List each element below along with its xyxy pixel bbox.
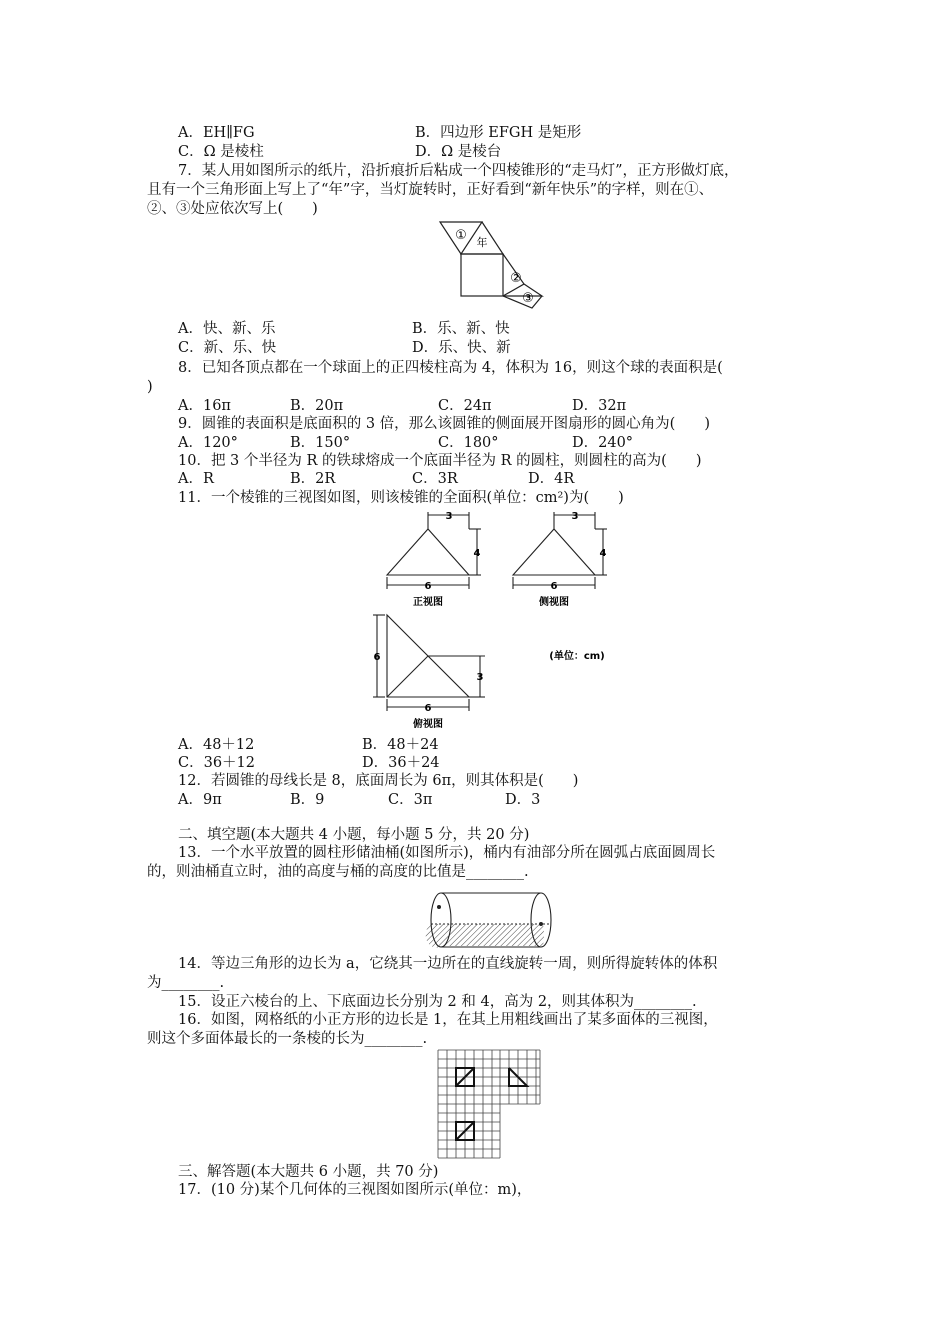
- q7-label-nian: 年: [476, 236, 488, 249]
- q12-option-c: C．3π: [388, 792, 433, 808]
- q11-top-view-label: 俯视图: [413, 719, 443, 730]
- q11-top-dim-6-vertical: 6: [373, 652, 381, 663]
- q11-front-dim-4: 4: [473, 548, 481, 559]
- q7-option-a: A．快、新、乐: [178, 321, 276, 337]
- q11-side-dim-4: 4: [599, 548, 607, 559]
- q11-option-c: C．36＋12: [178, 755, 255, 771]
- q7-stem-line3: ②、③处应依次写上( ): [147, 201, 318, 217]
- q11-three-view-figure: [365, 505, 625, 735]
- q7-option-d: D．乐、快、新: [412, 340, 511, 356]
- q14-stem-line1: 14．等边三角形的边长为 a，它绕其一边所在的直线旋转一周，则所得旋转体的体积: [178, 956, 718, 972]
- q10-option-a: A．R: [178, 471, 214, 487]
- q8-stem-line1: 8．已知各顶点都在一个球面上的正四棱柱高为 4，体积为 16，则这个球的表面积是(: [178, 360, 723, 376]
- q11-option-d: D．36＋24: [362, 755, 440, 771]
- q11-side-view-label: 侧视图: [539, 597, 569, 608]
- q6-option-a: A．EH∥FG: [178, 125, 255, 141]
- q7-option-c: C．新、乐、快: [178, 340, 277, 356]
- q13-stem-line1: 13．一个水平放置的圆柱形储油桶(如图所示)，桶内有油部分所在圆弧占底面圆周长: [178, 845, 716, 861]
- q9-option-d: D．240°: [572, 435, 634, 451]
- q7-stem-line2: 且有一个三角形面上写上了“年”字，当灯旋转时，正好看到“新年快乐”的字样，则在①、: [147, 182, 714, 198]
- q8-stem-line2: ): [147, 379, 153, 395]
- q9-option-c: C．180°: [438, 435, 499, 451]
- q11-option-a: A．48＋12: [178, 737, 255, 753]
- q9-option-a: A．120°: [178, 435, 238, 451]
- q11-stem: 11．一个棱锥的三视图如图，则该棱锥的全面积(单位：cm²)为( ): [178, 490, 624, 506]
- q15-stem: 15．设正六棱台的上、下底面边长分别为 2 和 4，高为 2，则其体积为________.: [178, 994, 697, 1010]
- q11-option-b: B．48＋24: [362, 737, 439, 753]
- q8-option-c: C．24π: [438, 398, 492, 414]
- q17-stem: 17．(10 分)某个几何体的三视图如图所示(单位：m)，: [178, 1182, 532, 1198]
- q7-stem-line1: 7．某人用如图所示的纸片，沿折痕折后粘成一个四棱锥形的“走马灯”，正方形做灯底，: [178, 163, 739, 179]
- q10-option-b: B．2R: [290, 471, 336, 487]
- q12-stem: 12．若圆锥的母线长是 8，底面周长为 6π，则其体积是( ): [178, 773, 579, 789]
- q13-oil-barrel-figure: [425, 880, 555, 950]
- q8-option-a: A．16π: [178, 398, 231, 414]
- q16-grid-three-view-figure: [436, 1048, 546, 1160]
- q14-stem-line2: 为________.: [147, 975, 225, 991]
- q6-option-d: D．Ω 是棱台: [415, 144, 502, 160]
- q9-stem: 9．圆锥的表面积是底面积的 3 倍，那么该圆锥的侧面展开图扇形的圆心角为( ): [178, 416, 710, 432]
- q12-option-d: D．3: [505, 792, 541, 808]
- q6-option-c: C．Ω 是棱柱: [178, 144, 264, 160]
- section-3-heading: 三、解答题(本大题共 6 小题，共 70 分): [178, 1164, 439, 1180]
- q11-front-dim-3: 3: [445, 511, 453, 522]
- q11-front-view-label: 正视图: [413, 597, 443, 608]
- q8-option-b: B．20π: [290, 398, 344, 414]
- q16-stem-line1: 16．如图，网格纸的小正方形的边长是 1，在其上用粗线画出了某多面体的三视图，: [178, 1012, 718, 1028]
- section-2-heading: 二、填空题(本大题共 4 小题，每小题 5 分，共 20 分): [178, 827, 530, 843]
- q7-option-b: B．乐、新、快: [412, 321, 510, 337]
- q10-option-c: C．3R: [412, 471, 458, 487]
- q12-option-a: A．9π: [178, 792, 222, 808]
- q10-stem: 10．把 3 个半径为 R 的铁球熔成一个底面半径为 R 的圆柱，则圆柱的高为( ): [178, 453, 702, 469]
- q11-top-dim-6: 6: [424, 703, 432, 714]
- q13-stem-line2: 的，则油桶直立时，油的高度与桶的高度的比值是________.: [147, 864, 529, 880]
- q11-unit-label: (单位：cm): [549, 651, 605, 662]
- q16-stem-line2: 则这个多面体最长的一条棱的长为________.: [147, 1031, 428, 1047]
- q13-dot-right: [539, 922, 543, 926]
- q7-paper-net-figure: [430, 218, 560, 310]
- q7-label-circle1: ①: [455, 228, 467, 243]
- q11-side-dim-3: 3: [571, 511, 579, 522]
- q11-front-dim-6: 6: [424, 581, 432, 592]
- q8-option-d: D．32π: [572, 398, 627, 414]
- q11-top-dim-3: 3: [476, 672, 484, 683]
- q11-side-dim-6: 6: [550, 581, 558, 592]
- q12-option-b: B．9: [290, 792, 325, 808]
- q7-label-circle3: ③: [522, 291, 534, 306]
- q6-option-b: B．四边形 EFGH 是矩形: [415, 125, 582, 141]
- q9-option-b: B．150°: [290, 435, 351, 451]
- q7-label-circle2: ②: [510, 271, 522, 286]
- q13-dot-left: [437, 905, 441, 909]
- q10-option-d: D．4R: [528, 471, 575, 487]
